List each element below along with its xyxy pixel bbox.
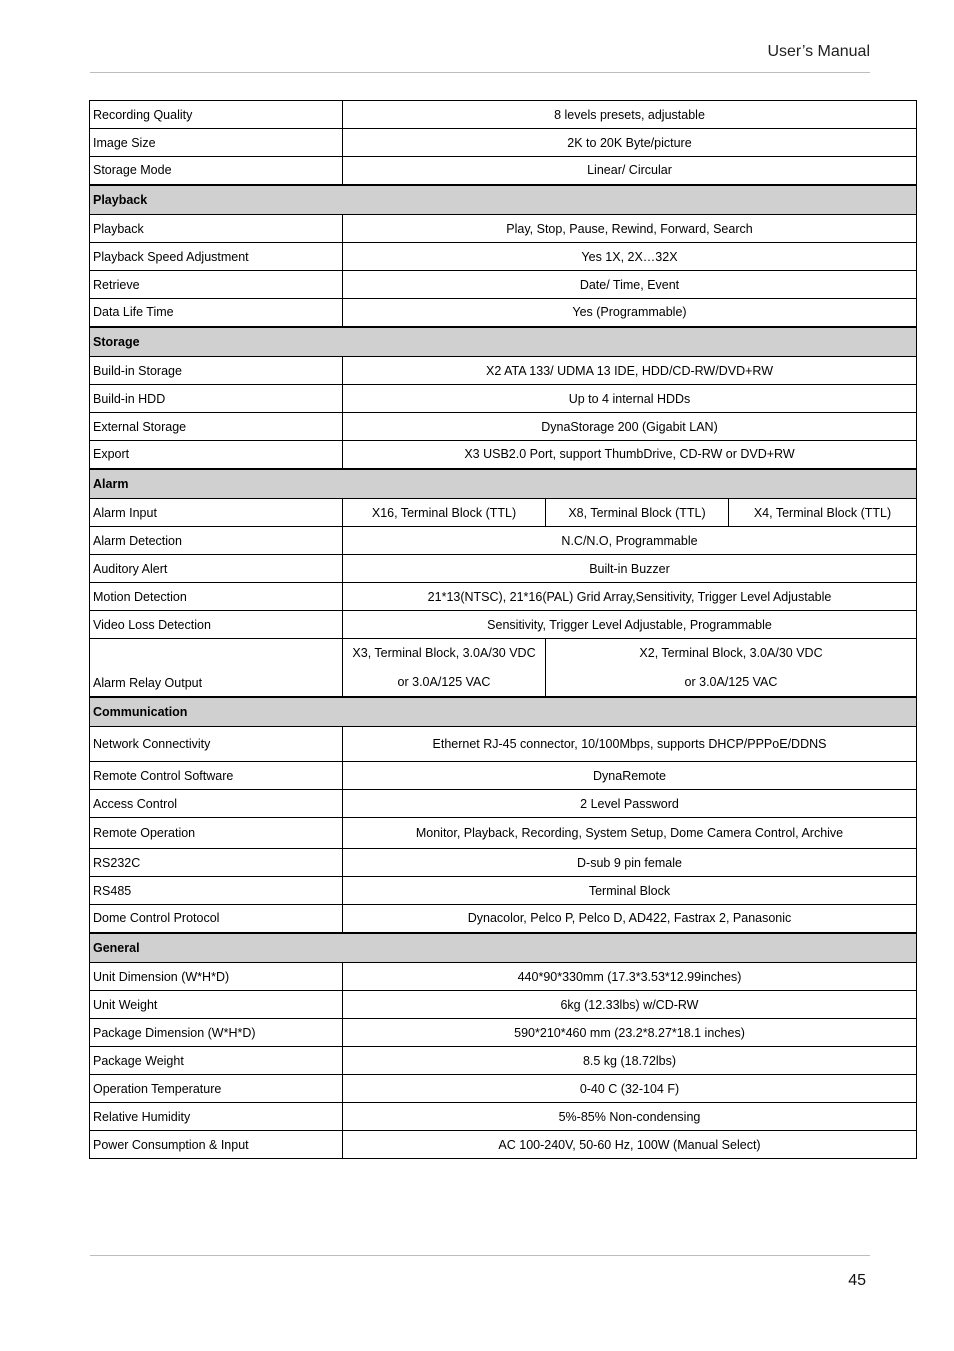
spec-row [90, 583, 917, 611]
spec-label: Build-in Storage [90, 357, 343, 385]
spec-value: or 3.0A/125 VAC [343, 668, 546, 697]
spec-label: Relative Humidity [90, 1103, 343, 1131]
spec-value: 2K to 20K Byte/picture [343, 129, 917, 157]
spec-value: DynaRemote [343, 762, 917, 790]
spec-value: 2 Level Password [343, 790, 917, 818]
spec-row-alarm-relay [90, 639, 917, 668]
footer-divider [90, 1255, 870, 1256]
spec-label: Export [90, 441, 343, 469]
spec-label: Remote Control Software [90, 762, 343, 790]
spec-row [90, 215, 917, 243]
spec-label: Package Dimension (W*H*D) [90, 1019, 343, 1047]
spec-value: X2 ATA 133/ UDMA 13 IDE, HDD/CD-RW/DVD+RW [343, 357, 917, 385]
spec-label: External Storage [90, 413, 343, 441]
spec-row [90, 727, 917, 762]
spec-row [90, 299, 917, 327]
spec-value: Built-in Buzzer [343, 555, 917, 583]
spec-label: Power Consumption & Input [90, 1131, 343, 1159]
spec-row [90, 1047, 917, 1075]
spec-label: Access Control [90, 790, 343, 818]
spec-label: Playback Speed Adjustment [90, 243, 343, 271]
spec-row [90, 101, 917, 129]
header-divider [90, 72, 870, 73]
spec-label: Alarm Input [90, 499, 343, 527]
section-title: Alarm [90, 469, 917, 499]
spec-value: N.C/N.O, Programmable [343, 527, 917, 555]
spec-row [90, 555, 917, 583]
spec-row [90, 441, 917, 469]
spec-label: Operation Temperature [90, 1075, 343, 1103]
spec-label: Playback [90, 215, 343, 243]
section-header-playback [90, 185, 917, 215]
spec-row [90, 157, 917, 185]
page-number: 45 [848, 1272, 866, 1289]
spec-value: X2, Terminal Block, 3.0A/30 VDC [546, 639, 917, 668]
spec-row [90, 818, 917, 849]
spec-row [90, 963, 917, 991]
specification-table [89, 100, 917, 1159]
spec-label: Recording Quality [90, 101, 343, 129]
section-header-storage [90, 327, 917, 357]
spec-value: X8, Terminal Block (TTL) [546, 499, 729, 527]
spec-value: 8.5 kg (18.72lbs) [343, 1047, 917, 1075]
spec-label: Package Weight [90, 1047, 343, 1075]
page-header-title: User’s Manual [767, 43, 870, 60]
spec-value: Date/ Time, Event [343, 271, 917, 299]
spec-value: Sensitivity, Trigger Level Adjustable, Programmable [343, 611, 917, 639]
spec-row [90, 527, 917, 555]
spec-label: Alarm Detection [90, 527, 343, 555]
spec-label: Video Loss Detection [90, 611, 343, 639]
spec-row [90, 357, 917, 385]
spec-label: Unit Dimension (W*H*D) [90, 963, 343, 991]
spec-label: Remote Operation [90, 818, 343, 849]
spec-value: AC 100-240V, 50-60 Hz, 100W (Manual Select) [343, 1131, 917, 1159]
section-header-communication [90, 697, 917, 727]
spec-label: RS232C [90, 849, 343, 877]
section-title: Storage [90, 327, 917, 357]
spec-value: 5%-85% Non-condensing [343, 1103, 917, 1131]
spec-value: or 3.0A/125 VAC [546, 668, 917, 697]
spec-label: Data Life Time [90, 299, 343, 327]
section-header-alarm [90, 469, 917, 499]
spec-value: 8 levels presets, adjustable [343, 101, 917, 129]
spec-row [90, 413, 917, 441]
spec-label: Dome Control Protocol [90, 905, 343, 933]
spec-label: Build-in HDD [90, 385, 343, 413]
section-title: General [90, 933, 917, 963]
spec-value: X3 USB2.0 Port, support ThumbDrive, CD-RW or DVD+RW [343, 441, 917, 469]
spec-row [90, 905, 917, 933]
spec-label: Image Size [90, 129, 343, 157]
spec-row [90, 762, 917, 790]
spec-row [90, 1075, 917, 1103]
spec-row [90, 877, 917, 905]
spec-label: RS485 [90, 877, 343, 905]
spec-value: Up to 4 internal HDDs [343, 385, 917, 413]
spec-row [90, 1019, 917, 1047]
spec-row [90, 243, 917, 271]
spec-label: Alarm Relay Output [90, 639, 343, 697]
spec-label: Motion Detection [90, 583, 343, 611]
spec-value: Dynacolor, Pelco P, Pelco D, AD422, Fastrax 2, Panasonic [343, 905, 917, 933]
spec-label: Retrieve [90, 271, 343, 299]
spec-label: Auditory Alert [90, 555, 343, 583]
spec-row [90, 611, 917, 639]
section-header-general [90, 933, 917, 963]
spec-value: 440*90*330mm (17.3*3.53*12.99inches) [343, 963, 917, 991]
spec-value: X4, Terminal Block (TTL) [729, 499, 917, 527]
spec-value: X3, Terminal Block, 3.0A/30 VDC [343, 639, 546, 668]
spec-label: Network Connectivity [90, 727, 343, 762]
spec-label: Storage Mode [90, 157, 343, 185]
section-title: Communication [90, 697, 917, 727]
spec-value: D-sub 9 pin female [343, 849, 917, 877]
spec-row [90, 385, 917, 413]
spec-row [90, 991, 917, 1019]
spec-label: Unit Weight [90, 991, 343, 1019]
spec-row-alarm-input [90, 499, 917, 527]
spec-value: Monitor, Playback, Recording, System Setup, Dome Camera Control, Archive [343, 818, 917, 849]
spec-value: Play, Stop, Pause, Rewind, Forward, Search [343, 215, 917, 243]
spec-value: Yes (Programmable) [343, 299, 917, 327]
spec-row [90, 849, 917, 877]
spec-row [90, 790, 917, 818]
spec-row [90, 1131, 917, 1159]
spec-value: Yes 1X, 2X…32X [343, 243, 917, 271]
spec-value: Linear/ Circular [343, 157, 917, 185]
spec-row [90, 129, 917, 157]
spec-value: Terminal Block [343, 877, 917, 905]
spec-value: 6kg (12.33lbs) w/CD-RW [343, 991, 917, 1019]
spec-value: 0-40 C (32-104 F) [343, 1075, 917, 1103]
spec-value: X16, Terminal Block (TTL) [343, 499, 546, 527]
spec-value: 590*210*460 mm (23.2*8.27*18.1 inches) [343, 1019, 917, 1047]
section-title: Playback [90, 185, 917, 215]
spec-value: 21*13(NTSC), 21*16(PAL) Grid Array,Sensitivity, Trigger Level Adjustable [343, 583, 917, 611]
spec-row [90, 1103, 917, 1131]
spec-value: Ethernet RJ-45 connector, 10/100Mbps, supports DHCP/PPPoE/DDNS [343, 727, 917, 762]
spec-value: DynaStorage 200 (Gigabit LAN) [343, 413, 917, 441]
spec-row [90, 271, 917, 299]
